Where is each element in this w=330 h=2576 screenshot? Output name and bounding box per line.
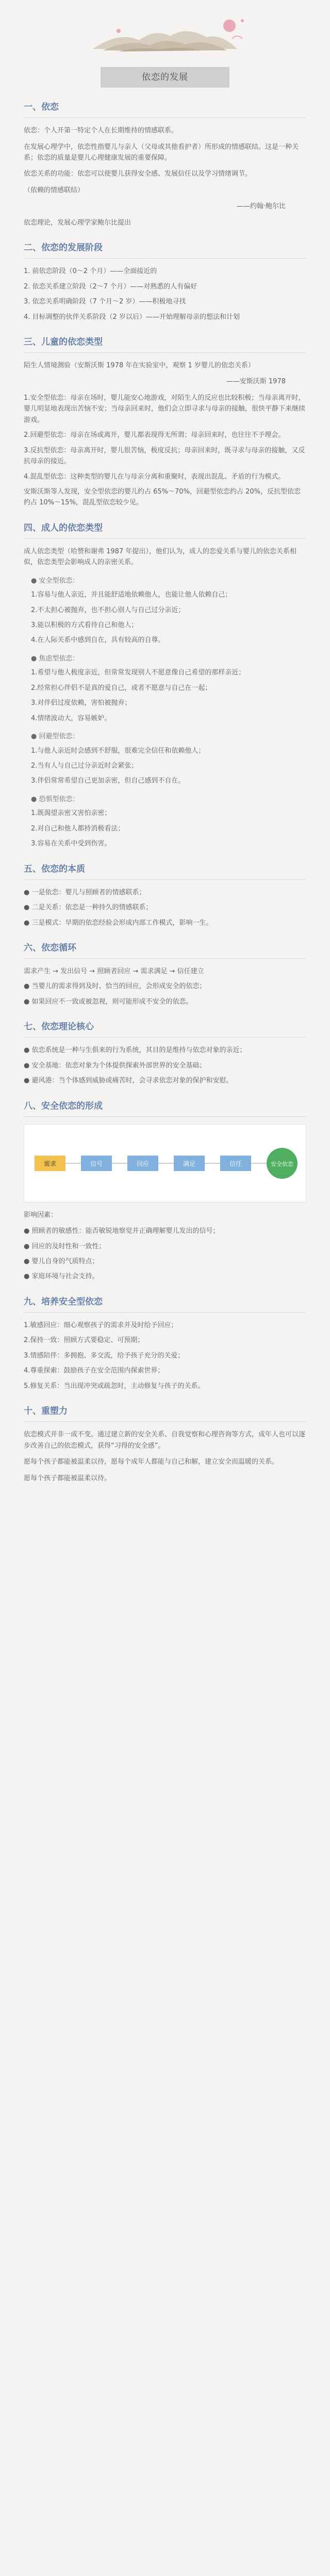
list-item: ● 婴儿自身的气质特点； <box>24 1258 99 1266</box>
group-heading: ● 回避型依恋： <box>31 733 79 741</box>
list-item: 2.当有人与自己过分亲近时会紧张； <box>31 761 138 770</box>
list-item: 1.容易与他人亲近，并且能舒适地依赖他人，也能让他人依赖自己； <box>31 591 232 599</box>
list-item: 3.能以积极的方式看待自己和他人； <box>31 621 138 630</box>
quote-source: ——安斯沃斯 1978 <box>226 378 286 386</box>
list-item: 4. 目标调整的伙伴关系阶段（2 岁以后）——开始理解母亲的想法和计划 <box>24 313 240 321</box>
list-item: ● 安全基地：依恋对象为个体提供探索外部世界的安全基础； <box>24 1061 206 1070</box>
flow-diagram-svg <box>24 1125 306 1202</box>
paragraph: 依恋：个人开第一特定个人在长期维持的情感联系。 <box>24 127 178 135</box>
paragraph: 安斯沃斯等人发现，安全型依恋的婴儿约占 65%～70%，回避型依恋约占 20%，反抗型依恋约占 10%～15%，混乱型依恋较少见。 <box>24 487 301 507</box>
group-heading: ● 焦虑型依恋： <box>31 654 79 663</box>
flow-node-2 <box>81 1156 112 1171</box>
list-item: ● 二是关系：依恋是一种持久的情感联系； <box>24 904 153 912</box>
paragraph: 愿每个孩子都能被温柔以待，愿每个成年人都能与自己和解，建立安全而温暖的关系。 <box>24 1458 279 1466</box>
list-item: 需求产生 → 发出信号 → 照顾者回应 → 需求满足 → 信任建立 <box>24 968 204 976</box>
section-title-10: 十、重塑力 <box>24 1406 68 1417</box>
list-item: 5.修复关系：当出现冲突或疏忽时，主动修复与孩子的关系。 <box>24 1382 205 1390</box>
list-item: 1.希望与他人极度亲近，但常常发现别人不愿意像自己希望的那样亲近； <box>31 669 245 677</box>
list-item: 1.安全型依恋：母亲在场时，婴儿能安心地游戏，对陌生人的反应也比较积极；当母亲离开时，婴儿明显地表现出苦恼不安；当母亲回来时，他们会立即寻求与母亲的接触，很快平静下来继续游戏。 <box>24 394 306 424</box>
flow-node-4 <box>174 1156 205 1171</box>
list-item: ● 照顾者的敏感性：能否敏锐地察觉并正确理解婴儿发出的信号； <box>24 1227 220 1235</box>
list-item: ● 避风港：当个体感到威胁或痛苦时，会寻求依恋对象的保护和安慰。 <box>24 1077 233 1085</box>
list-item: ● 一是依恋：婴儿与照顾者的情感联系； <box>24 888 146 896</box>
paragraph: 在发展心理学中，依恋性指婴儿与亲人（父母或其他看护者）所形成的情感联结。这是一种关系；依恋的质量是婴儿心理健康发展的重要保障。 <box>24 143 299 162</box>
flow-node-1 <box>35 1156 65 1171</box>
list-item: 3.情感陪伴：多拥抱、多交流，给予孩子充分的关爱； <box>24 1351 185 1360</box>
list-item: 4.混乱型依恋：这种类型的婴儿在与母亲分离和重聚时，表现出混乱、矛盾的行为模式。 <box>24 472 285 481</box>
section-title-5: 五、依恋的本质 <box>24 863 85 874</box>
paragraph: 依恋理论，发展心理学家鲍尔比提出 <box>24 218 131 227</box>
list-item: 3.反抗型依恋：母亲离开时，婴儿很苦恼，极度反抗；母亲回来时，既寻求与母亲的接触，又反抗母亲的接近。 <box>24 446 305 466</box>
article-body <box>0 100 330 1484</box>
header-illustration <box>0 0 330 62</box>
list-item: 1. 前依恋阶段（0～2 个月）——全面接近的 <box>24 267 157 276</box>
list-item: 3.对伴侣过度依赖，害怕被抛弃； <box>31 699 131 707</box>
list-item: 3. 依恋关系明确阶段（7 个月～2 岁）——积极地寻找 <box>24 298 186 306</box>
group-heading: ● 安全型依恋： <box>31 577 79 585</box>
list-item: 1.既渴望亲密又害怕亲密； <box>31 809 111 818</box>
list-item: 1.与他人亲近时会感到不舒服，很难完全信任和依赖他人； <box>31 747 205 755</box>
flow-node-label: 安全依恋 <box>271 1160 293 1167</box>
sun-icon <box>223 20 236 32</box>
list-item: ● 当婴儿的需求得到及时、恰当的回应，会形成安全的依恋； <box>24 982 206 991</box>
group-heading: ● 恐惧型依恋： <box>31 795 79 803</box>
quote-source: ——约翰·鲍尔比 <box>236 202 286 211</box>
paragraph: （依赖的情感联结） <box>24 186 85 194</box>
list-item: ● 如果回应不一致或被忽视，则可能形成不安全的依恋。 <box>24 997 193 1006</box>
flow-node-5 <box>220 1156 251 1171</box>
paragraph: 成人依恋类型（哈赞和谢弗 1987 年提出），他们认为，成人的恋爱关系与婴儿的依恋关系相似，依恋类型会影响成人的亲密关系。 <box>24 547 296 567</box>
list-item: 3.容易在关系中受到伤害。 <box>31 840 111 848</box>
flow-node-3 <box>127 1156 158 1171</box>
list-item: 4.尊重探索：鼓励孩子在安全范围内探索世界； <box>24 1367 164 1375</box>
list-item: 2.回避型依恋：母亲在场或离开，婴儿都表现得无所谓；母亲回来时，也往往不予理会。 <box>24 431 285 439</box>
list-item: 2.保持一致：照顾方式要稳定、可预期； <box>24 1336 144 1345</box>
section-title-4: 四、成人的依恋类型 <box>24 522 103 533</box>
section-title-2: 二、依恋的发展阶段 <box>24 243 103 253</box>
paragraph: 依恋模式并非一成不变。通过建立新的安全关系、自我觉察和心理咨询等方式，成年人也可以逐步改善自己的依恋模式，获得“习得的安全感”。 <box>24 1431 306 1450</box>
list-item: 4.在人际关系中感到自在，具有较高的自尊。 <box>31 636 165 645</box>
list-item: ● 三是模式：早期的依恋经验会形成内部工作模式，影响一生。 <box>24 919 213 927</box>
page-title: 依恋的发展 <box>101 67 229 88</box>
list-item: 1.敏感回应：细心观察孩子的需求并及时给予回应； <box>24 1321 178 1329</box>
paragraph: 影响因素： <box>24 1211 58 1219</box>
list-item: 4.情绪波动大，容易嫉妒。 <box>31 714 111 722</box>
mountain-landscape-icon <box>0 0 330 62</box>
section-title-7: 七、依恋理论核心 <box>24 1022 94 1032</box>
section-title-6: 六、依恋循环 <box>24 942 76 953</box>
list-item: ● 依恋系统是一种与生俱来的行为系统，其目的是维持与依恋对象的亲近； <box>24 1046 246 1055</box>
flow-node-label: 回应 <box>136 1160 150 1167</box>
flow-node-6 <box>267 1148 298 1179</box>
closing-line: 愿每个孩子都能被温柔以待。 <box>24 1474 111 1482</box>
section-title-3: 三、儿童的依恋类型 <box>24 336 103 347</box>
list-item: ● 回应的及时性和一致性； <box>24 1242 106 1250</box>
section-title-9: 九、培养安全型依恋 <box>24 1296 103 1307</box>
list-item: 3.伴侣常常希望自己更加亲密，但自己感到不自在。 <box>31 777 185 785</box>
list-item: 2.对自己和他人都持消极看法； <box>31 824 125 833</box>
list-item: 2. 依恋关系建立阶段（2～7 个月）——对熟悉的人有偏好 <box>24 282 197 291</box>
flow-diagram <box>24 1124 306 1202</box>
section-title-8: 八、安全依恋的形成 <box>24 1100 103 1111</box>
paragraph: 陌生人情境测验（安斯沃斯 1978 年在实验室中，观察 1 岁婴儿的依恋关系） <box>24 362 255 369</box>
flow-node-label: 满足 <box>183 1160 196 1167</box>
flow-node-label: 需求 <box>43 1160 57 1167</box>
list-item: 2.经常担心伴侣不是真的爱自己，或者不愿意与自己在一起； <box>31 684 212 692</box>
flow-node-label: 信任 <box>229 1160 242 1167</box>
flow-node-label: 信号 <box>90 1160 103 1167</box>
section-title-1: 一、依恋 <box>24 102 59 113</box>
list-item: 2.不太担心被抛弃，也不担心别人与自己过分亲近； <box>31 606 185 614</box>
list-item: ● 家庭环境与社会支持。 <box>24 1273 99 1281</box>
paragraph: 依恋关系的功能：依恋可以使婴儿获得安全感、发展信任以及学习情绪调节。 <box>24 170 252 178</box>
